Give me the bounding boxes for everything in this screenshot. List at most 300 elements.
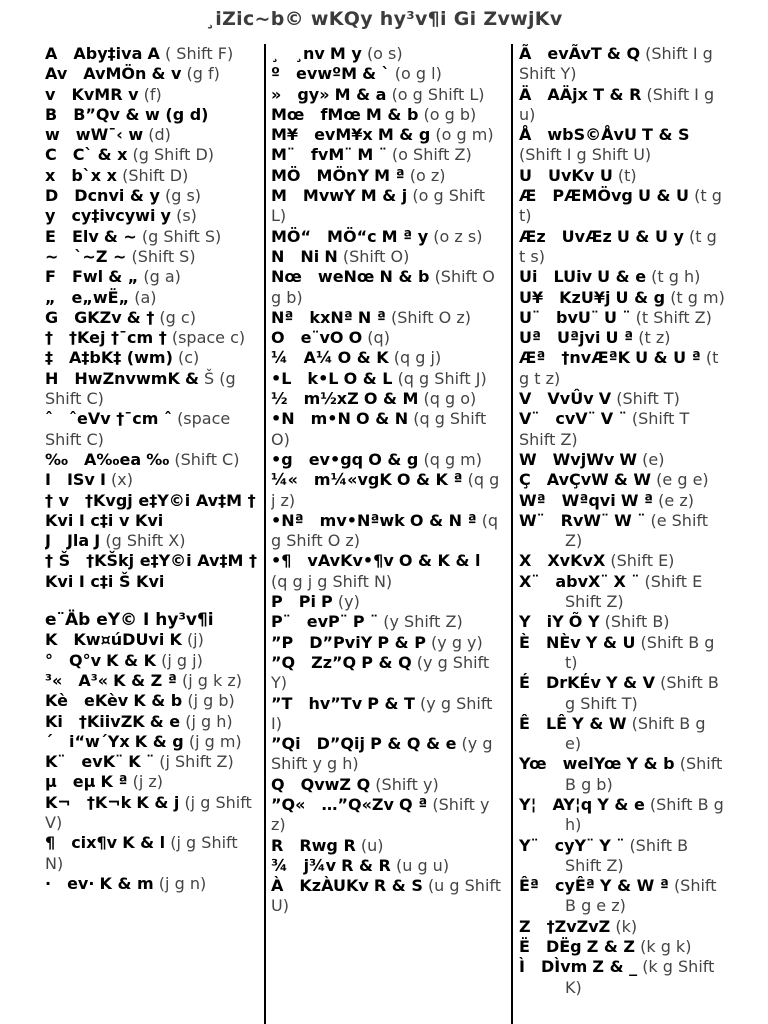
entry-formula: K & Z ª [113,670,177,690]
entry-keystrokes: (Shift B Shift Z) [565,835,689,875]
entry-formula: Y & U [585,632,636,652]
entry-character: C [45,145,57,165]
conjunct-entry [45,85,257,105]
entry-example-word: Rwg R [299,835,356,855]
entry-example-word: abvX¨ [555,571,609,591]
entry-keystrokes: (q g Shift O z) [271,510,499,551]
entry-formula: & v [151,64,182,84]
entry-character: » [271,84,282,104]
entry-example-word: A‰ea [84,449,142,469]
entry-formula: K [169,630,182,650]
entry-formula: P & P [377,632,426,652]
entry-keystrokes: (g f) [186,64,220,84]
entry-keystrokes: (j g h) [185,711,233,731]
conjunct-entry [519,714,725,755]
entry-example-word: bvU¨ [556,307,599,327]
entry-character: Y [519,612,531,632]
conjunct-entry [271,734,501,775]
conjunct-entry [519,227,725,268]
entry-keystrokes: (e z) [658,490,694,510]
entry-formula: R & R [341,855,391,875]
entry-formula: M ¨ [357,145,387,165]
entry-character: ´ [45,731,53,751]
entry-keystrokes: (c) [177,348,200,368]
entry-example-word: cvV¨ [555,409,596,429]
entry-example-word: cyÊª [554,876,595,896]
entry-example-word: A³« [78,670,109,690]
entry-character: Ê [519,713,530,733]
entry-character: M¥ [271,125,299,145]
entry-character: G [45,307,59,327]
entry-example-word: iY [546,612,564,632]
entry-character: U [519,165,532,185]
entry-keystrokes: (t g h) [651,267,701,287]
entry-keystrokes: (f) [143,84,162,104]
entry-formula: ‰ [146,449,170,469]
entry-formula: O & L [343,368,393,388]
entry-character: K¬ [45,792,71,812]
entry-example-word: †K¬k [86,792,132,812]
conjunct-entry [519,328,725,348]
entry-example-word: gy» [297,84,330,104]
entry-character: † [45,328,53,348]
entry-example-word: A‡bK‡ (wm) [69,348,173,368]
entry-formula: W [619,449,638,469]
entry-example-word: DrKÉv [545,673,601,693]
entry-example-word: ISv [66,470,95,490]
entry-formula: I [99,470,106,490]
conjunct-entry [271,247,501,267]
conjunct-entry [45,409,257,450]
entry-formula: & W [613,470,652,490]
entry-character: J [45,531,51,551]
conjunct-entry [271,105,501,125]
entry-formula: M ª y [381,226,429,246]
entry-keystrokes: (Shift I g Shift Y) [519,44,713,84]
entry-keystrokes: (q g o) [423,389,477,409]
conjunct-entry [271,267,501,308]
entry-keystrokes: (q g m) [423,449,483,469]
conjunct-entry [519,409,725,450]
entry-character: Av [45,64,68,84]
entry-example-word: RvW¨ [560,510,610,530]
entry-character: Ç [519,470,531,490]
entry-character: Mœ [271,104,305,124]
conjunct-entry [271,450,501,470]
entry-example-word: AvÇvW [546,470,609,490]
conjunct-entry [519,450,725,470]
entry-character: É [519,673,530,693]
entry-character: Ki [45,711,63,731]
entry-formula: P [321,592,333,612]
entry-formula: Y & e [597,794,645,814]
entry-keystrokes: (j g m) [188,731,242,751]
entry-keystrokes: (e g e) [656,470,709,490]
entry-formula: K & l [122,833,166,853]
entry-character: •L [271,368,292,388]
entry-character: Nœ [271,267,302,287]
entry-character: E [45,226,56,246]
conjunct-entry [45,166,257,186]
entry-keystrokes: (space c) [171,328,246,348]
entry-keystrokes: (o g l) [394,64,442,84]
entry-example-word: e„wË„ [71,287,130,307]
conjunct-entry [45,328,257,348]
entry-keystrokes: (Shift I g u) [519,84,715,124]
entry-example-word: Elv [71,226,99,246]
entry-keystrokes: (Shift S) [131,246,196,266]
entry-character: ¼« [271,470,298,490]
entry-example-word: PÆMÖvg [552,186,633,206]
entry-formula: & ` [362,64,390,84]
entry-formula: R & S [373,876,423,896]
entry-keystrokes: (q g Shift O) [271,409,487,449]
conjunct-entry [271,308,501,328]
entry-formula: U & e [597,267,647,287]
entries-column-3 [519,44,725,1024]
conjunct-entry [45,732,257,752]
entry-example-word: Aby‡iva [73,44,143,63]
entry-character: y [45,206,56,226]
entry-example-word: vAvKv•¶v [307,551,394,571]
entry-example-word: Fwl [71,267,104,287]
entry-example-word: evK¨ [81,752,124,772]
conjunct-entry [519,389,725,409]
conjunct-entry [271,633,501,653]
entry-keystrokes: (e Shift Z) [565,510,709,551]
entry-formula: U ¨ [603,307,631,327]
entry-keystrokes: (y g Shift y g h) [271,734,493,774]
conjunct-entry [271,836,501,856]
entry-example-word: Zz”Q [311,652,357,672]
entry-formula: Y & b [626,754,675,774]
entry-example-word: evP¨ [306,612,348,632]
entry-example-word: UvÆz [561,226,612,246]
conjunct-entry [45,671,257,691]
entry-character: ³« [45,670,63,690]
entry-keystrokes: (o g Shift L) [391,84,485,104]
entry-character: •Nª [271,510,304,530]
conjunct-entry [271,592,501,612]
entry-keystrokes: (g s) [164,186,202,206]
entry-character: w [45,125,60,145]
entry-character: Z [519,916,531,936]
entry-keystrokes: (o g m) [435,125,494,145]
entry-example-word: WvjWv [552,449,615,469]
entry-example-word: hv”Tv [308,693,363,713]
entry-character: U¨ [519,307,540,327]
entry-keystrokes: (Shift O) [342,246,410,266]
entry-example-word: D”Qij [316,734,365,754]
entry-formula: & „ [108,267,139,287]
entry-character: X¨ [519,571,540,591]
entry-keystrokes: (k) [615,916,638,936]
entry-keystrokes: (g Shift S) [141,226,222,246]
entry-example-word: j¾v [303,855,337,875]
conjunct-entry [45,470,257,490]
entry-example-word: evÃvT [547,44,602,63]
entry-formula: & ~ [103,226,137,246]
entry-formula: O & g [368,449,419,469]
conjunct-entry [45,491,257,532]
entry-formula: K & K [106,650,157,670]
entry-character: Æ [519,186,537,206]
conjunct-entry [45,752,257,772]
entry-character: v [45,84,56,104]
entry-character: Q [271,774,285,794]
conjunct-entry [271,551,501,592]
entry-character: I [45,470,51,490]
entry-example-word: Kw¤úDUvi [73,630,165,650]
entry-keystrokes: (o g b) [423,104,477,124]
conjunct-entry [271,328,501,348]
entry-keystrokes: (k g Shift K) [565,957,715,997]
entry-character: Ã [519,44,532,63]
entry-example-word: …”Q«Zv [321,794,394,814]
entry-example-word: eKèv [83,691,129,711]
entry-keystrokes: (a) [134,287,157,307]
entry-formula: Y & V [605,673,656,693]
entry-example-word: evwºM [296,64,358,84]
entry-keystrokes: (j) [186,630,204,650]
entry-formula: N ª [357,307,386,327]
entry-formula: V [598,389,612,409]
entry-keystrokes: (t g t s) [519,226,717,266]
entry-keystrokes: (j g b) [187,691,235,711]
entry-example-word: KzÀUKv [299,876,369,896]
entry-keystrokes: (t g m) [670,287,725,307]
conjunct-entry [271,694,501,735]
entry-character: Êª [519,876,539,896]
entry-character: † v [45,490,69,510]
entry-example-word: †Kvgj e‡Y©i Av‡M † Kvi I c‡i v Kvi [45,490,256,530]
entry-keystrokes: (y) [337,592,360,612]
entry-keystrokes: (o Shift Z) [391,145,472,165]
entry-example-word: MÖ“c [327,226,377,246]
entry-formula: Z & _ [592,957,638,977]
entry-character: Nª [271,307,294,327]
conjunct-entry [519,186,725,227]
entry-character: K [45,630,58,650]
entry-example-word: Pi [298,592,316,612]
conjunct-entry [45,450,257,470]
conjunct-entry [519,267,725,287]
entry-character: N [271,246,285,266]
entry-example-word: cix¶v [71,833,118,853]
entry-character: U¥ [519,287,544,307]
entry-keystrokes: (g Shift D) [132,145,215,165]
entry-formula: Q ª [399,794,428,814]
entry-character: K¨ [45,752,66,772]
entry-keystrokes: (Shift C) [174,449,240,469]
conjunct-entry [271,389,501,409]
entry-character: X [519,551,532,571]
entry-keystrokes: (j g j) [161,650,203,670]
conjunct-entry [45,64,257,84]
entry-keystrokes: (u g u) [395,855,450,875]
entry-character: ¼ [271,348,288,368]
entry-formula: K & j [136,792,180,812]
section-heading: e¨Äb eY© I hy³v¶i [45,610,214,631]
entry-formula: N [324,246,338,266]
entry-keystrokes: (Shift E Shift Z) [565,571,703,612]
entry-example-word: k•L [307,368,339,388]
conjunct-entry [519,795,725,836]
entry-keystrokes: (q g j g Shift N) [271,571,393,591]
entry-character: ”Qi [271,734,301,754]
entry-character: •¶ [271,551,292,571]
entry-formula: K & m [99,873,154,893]
entry-keystrokes: (Shift B g h) [565,794,724,835]
entry-character: µ [45,772,57,792]
entry-keystrokes: (g a) [143,267,181,287]
entry-character: ”P [271,632,294,652]
entry-example-word: Dcnvi & y [74,186,160,206]
entry-formula: K ¨ [128,752,155,772]
entry-formula: K & b [133,691,183,711]
conjunct-entry [45,186,257,206]
entry-example-word: †Kej †¯cm † [69,328,167,348]
conjunct-entry [519,917,725,937]
conjunct-entry [519,348,725,389]
entry-formula: U & U ª [635,348,701,368]
entry-character: MÖ [271,165,301,185]
entry-example-word: AY¦q [552,794,593,814]
entry-keystrokes: (x) [111,470,133,490]
conjunct-entry [45,247,257,267]
entry-formula: M y [329,44,362,63]
conjunct-entry [45,288,257,308]
entry-keystrokes: (q g j z) [271,470,500,510]
entry-example-word: m½xZ [303,389,359,409]
conjunct-entry [45,531,257,551]
entry-formula: Y & W [572,713,627,733]
entry-character: È [519,632,530,652]
entry-character: M [271,186,287,206]
entry-character: ”T [271,693,293,713]
entry-example-word: ev· [67,873,95,893]
conjunct-entry [519,957,725,998]
entry-keystrokes: (d) [148,125,171,145]
entry-character: •g [271,449,293,469]
entry-formula: O & K [337,348,389,368]
entry-example-word: KvMR v [71,84,139,104]
conjunct-entry [45,145,257,165]
conjunct-entry [519,44,725,85]
entry-keystrokes: (o z s) [433,226,483,246]
entry-formula: U & U [637,186,690,206]
entry-formula: M & a [334,84,387,104]
conjunct-entry [45,651,257,671]
entry-keystrokes: (u) [360,835,384,855]
entry-character: ˆ [45,409,53,429]
entry-character: Yœ [519,754,547,774]
entry-character: Æª [519,348,546,368]
entry-keystrokes: Š (g Shift C) [45,368,236,409]
conjunct-entry [519,673,725,714]
entry-character: F [45,267,56,287]
entry-keystrokes: (k g k) [640,937,692,957]
entry-keystrokes: (Shift B g Shift T) [565,673,719,713]
entry-example-word: †KiivZK [78,711,145,731]
entry-example-word: †KŠkj e‡Y©i Av‡M † Kvi I c‡i Š Kvi [45,551,257,591]
entry-keystrokes: (j g n) [158,873,207,893]
conjunct-entry [271,511,501,552]
conjunct-entry [519,551,725,571]
entry-example-word: Jla [66,531,90,551]
entry-character: R [271,835,284,855]
entry-formula: O & K & l [398,551,481,571]
conjunct-entry [271,856,501,876]
entry-example-word: kxNª [309,307,353,327]
entry-keystrokes: (t z) [638,328,671,348]
entry-formula: T & R [593,84,642,104]
entry-example-word: mv•Nªwk [319,510,405,530]
entry-character: † Š [45,551,71,571]
entry-character: W [519,449,537,469]
entry-keystrokes: (Shift T) [616,389,680,409]
entry-keystrokes: (q g j) [393,348,442,368]
entry-character: Kè [45,691,68,711]
entry-keystrokes: (Shift I g Shift U) [519,145,652,165]
entry-keystrokes: (Shift T Shift Z) [519,409,690,449]
entry-character: ¶ [45,833,56,853]
conjunct-entry [271,612,501,632]
entry-keystrokes: (q) [367,328,390,348]
conjunct-entry [519,166,725,186]
entry-keystrokes: (g Shift X) [105,531,186,551]
entry-formula: P & Q & e [370,734,457,754]
entry-keystrokes: (t Shift Z) [635,307,712,327]
entry-character: V¨ [519,409,540,429]
conjunct-entry [271,775,501,795]
entry-example-word: ˆeVv †¯cm ˆ [69,409,172,429]
conjunct-entry [519,572,725,613]
entry-example-word: XvKvX [547,551,606,571]
entry-keystrokes: (t g t) [519,186,722,226]
entry-keystrokes: (j z) [132,772,164,792]
conjunct-entry [519,937,725,957]
entry-example-word: LÊ [545,713,568,733]
entry-character: Å [519,125,532,145]
conjunct-entry [519,754,725,795]
entry-example-word: cy‡ivcywi [71,206,156,226]
entry-example-word: AvMÖn [83,64,147,84]
conjunct-entry [271,145,501,165]
entry-example-word: fMœ [320,104,361,124]
entry-character: D [45,186,59,206]
conjunct-entry [45,551,257,592]
entry-example-word: Q°v [69,650,102,670]
entry-character: Ì [519,957,525,977]
conjunct-entry [271,876,501,917]
entry-keystrokes: (Shift y) [375,774,439,794]
conjunct-entry [271,409,501,450]
entry-example-word: AÄjx [547,84,588,104]
entry-keystrokes: (t g t z) [519,348,719,388]
entry-example-word: HwZnvwmK [74,368,180,388]
entry-example-word: D”PviY [309,632,373,652]
entry-character: ¸ [271,44,279,63]
entry-character: Y¨ [519,835,539,855]
entry-example-word: evM¥x [314,125,373,145]
entry-example-word: `~Z ~ [74,246,127,266]
entry-formula: M & j [360,186,408,206]
conjunct-entry [45,227,257,247]
entry-character: ‰ [45,449,69,469]
column-divider [511,44,513,1024]
entries-column-2 [271,44,501,1024]
